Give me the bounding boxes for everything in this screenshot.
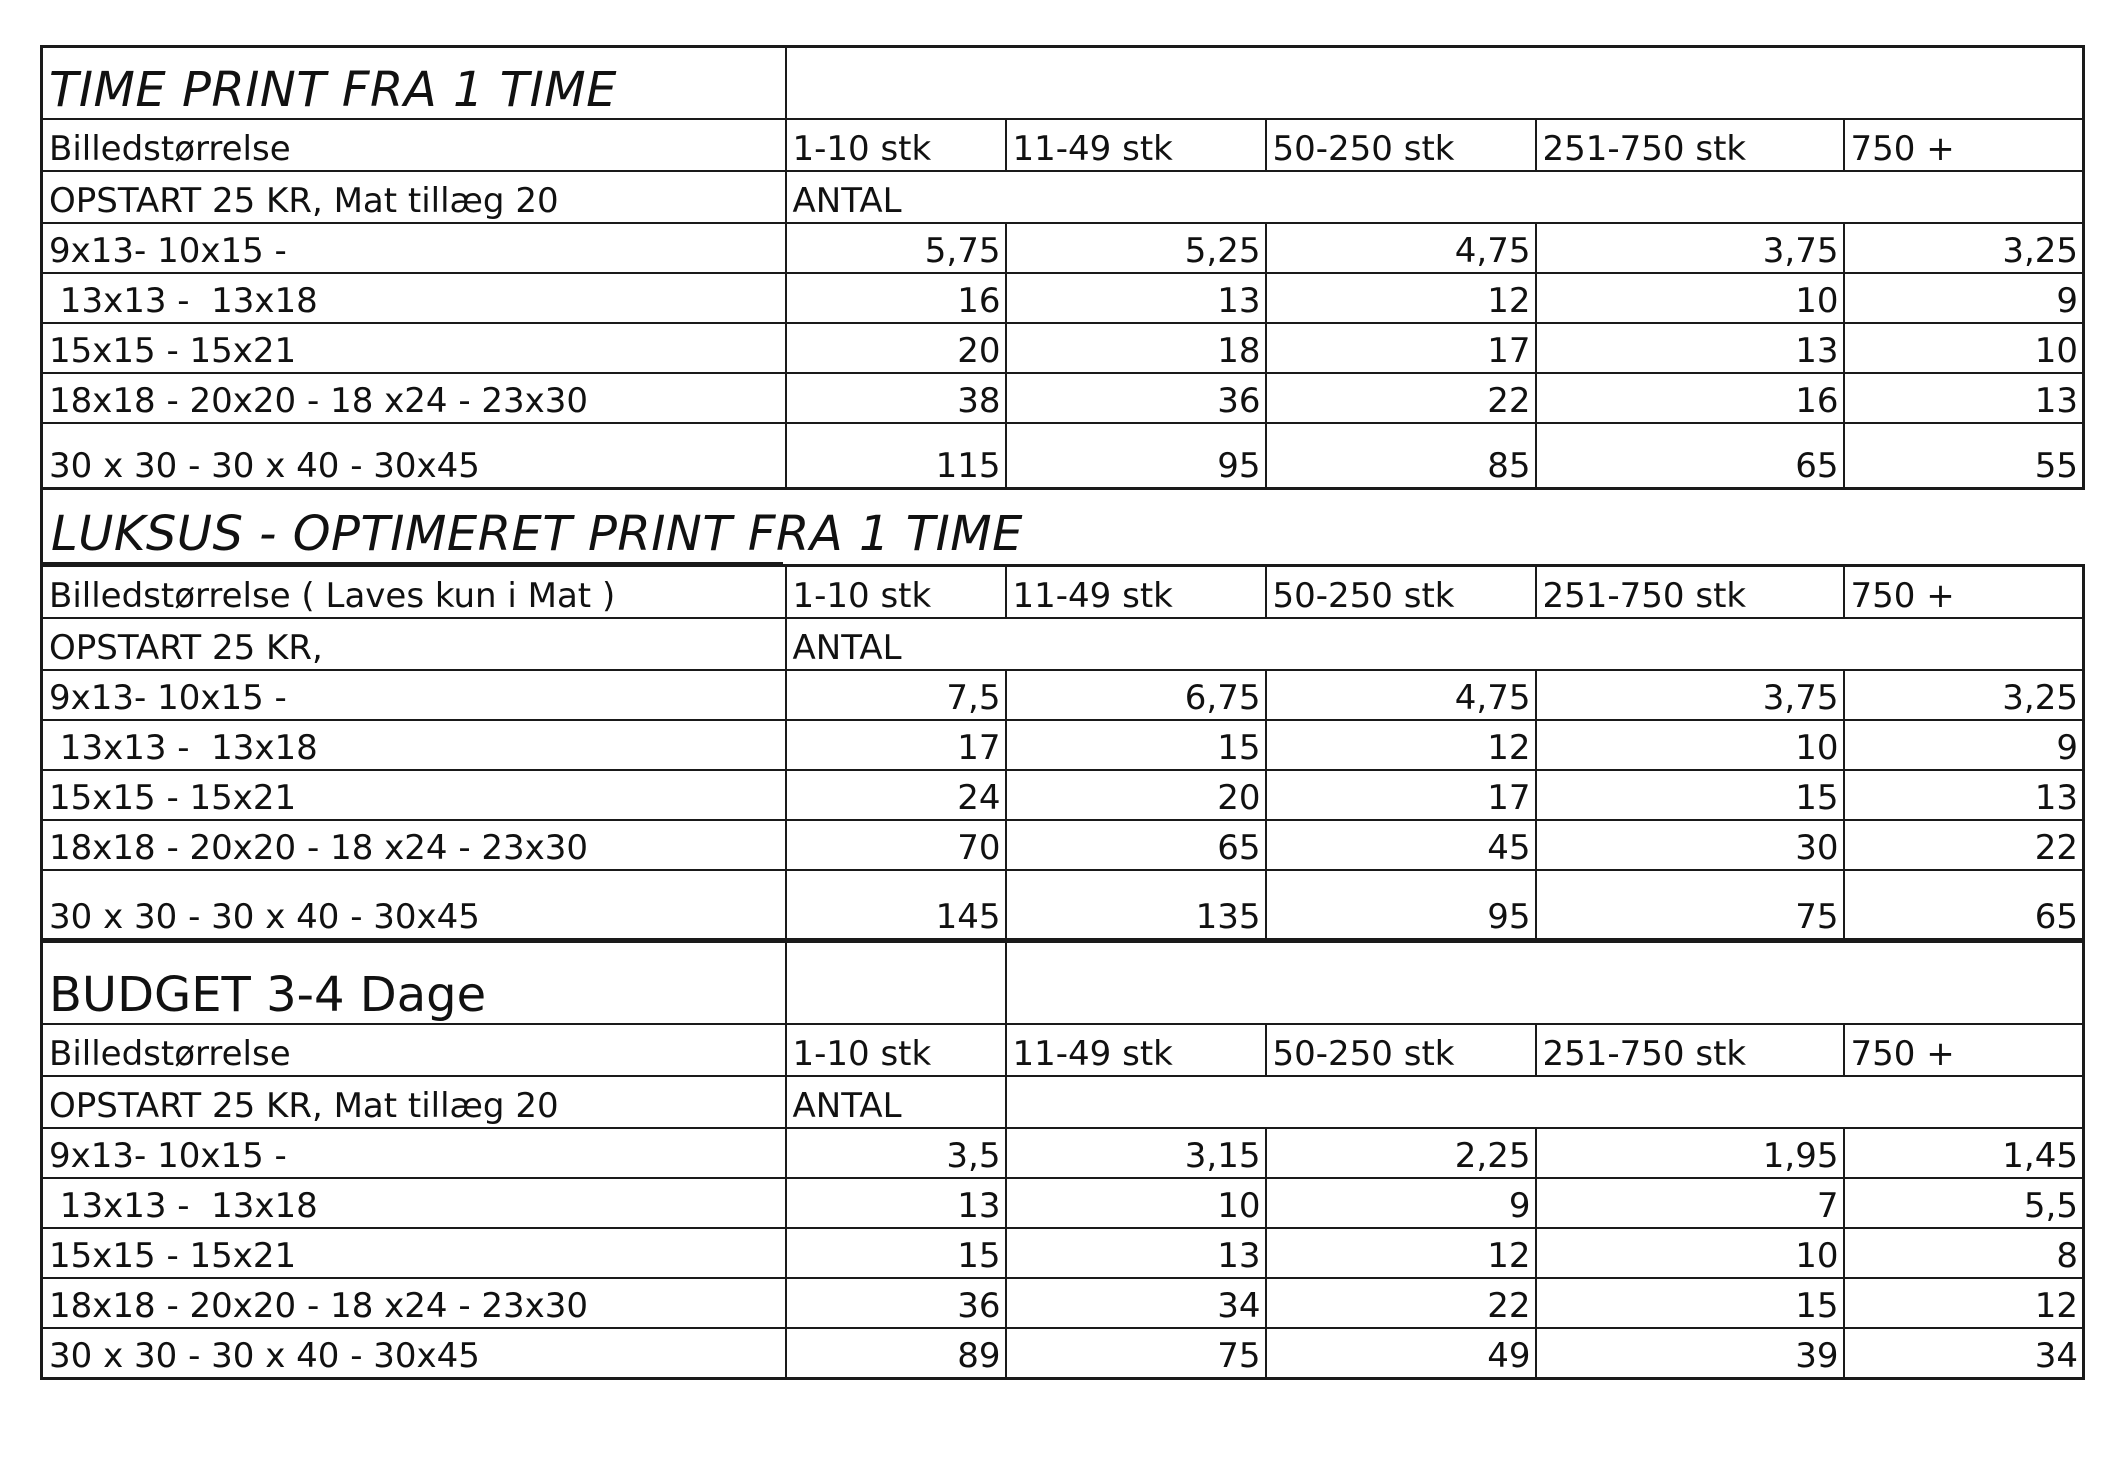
price-cell: 17 (1266, 770, 1536, 820)
size-label: 13x13 - 13x18 (42, 1178, 786, 1228)
price-cell: 24 (786, 770, 1006, 820)
price-cell: 4,75 (1266, 223, 1536, 273)
price-cell: 17 (1266, 323, 1536, 373)
price-cell: 13 (1006, 1228, 1266, 1278)
price-cell: 89 (786, 1328, 1006, 1378)
price-cell: 34 (1844, 1328, 2084, 1378)
size-label: 9x13- 10x15 - (42, 1128, 786, 1178)
price-cell: 13 (1844, 373, 2084, 423)
price-cell: 4,75 (1266, 670, 1536, 720)
price-cell: 2,25 (1266, 1128, 1536, 1178)
price-cell: 15 (786, 1228, 1006, 1278)
title-underline (43, 562, 783, 564)
antal-label: ANTAL (786, 171, 2084, 223)
tier-header: 251-750 stk (1536, 566, 1844, 618)
price-cell: 30 (1536, 820, 1844, 870)
price-cell: 135 (1006, 870, 1266, 940)
price-cell: 22 (1266, 373, 1536, 423)
price-cell: 9 (1844, 273, 2084, 323)
price-cell: 13 (1844, 770, 2084, 820)
tier-header: 1-10 stk (786, 1024, 1006, 1076)
price-cell: 15 (1006, 720, 1266, 770)
price-cell: 45 (1266, 820, 1536, 870)
tier-header: 11-49 stk (1006, 119, 1266, 171)
tier-header: 750 + (1844, 1024, 2084, 1076)
size-label: 18x18 - 20x20 - 18 x24 - 23x30 (42, 373, 786, 423)
antal-label: ANTAL (786, 1076, 1006, 1128)
price-cell: 65 (1536, 423, 1844, 489)
section-title: TIME PRINT FRA 1 TIME (42, 47, 786, 119)
size-label: 18x18 - 20x20 - 18 x24 - 23x30 (42, 1278, 786, 1328)
price-cell: 145 (786, 870, 1006, 940)
tier-header: 750 + (1844, 119, 2084, 171)
price-cell: 10 (1006, 1178, 1266, 1228)
size-label: 30 x 30 - 30 x 40 - 30x45 (42, 1328, 786, 1378)
price-cell: 38 (786, 373, 1006, 423)
price-cell: 22 (1266, 1278, 1536, 1328)
price-cell: 34 (1006, 1278, 1266, 1328)
price-cell: 9 (1266, 1178, 1536, 1228)
size-label: 9x13- 10x15 - (42, 223, 786, 273)
price-cell: 115 (786, 423, 1006, 489)
price-cell: 39 (1536, 1328, 1844, 1378)
price-cell: 5,5 (1844, 1178, 2084, 1228)
price-cell: 75 (1536, 870, 1844, 940)
section-title: LUKSUS - OPTIMERET PRINT FRA 1 TIME (51, 506, 1023, 562)
luksus-table (40, 564, 2085, 941)
price-cell: 12 (1266, 720, 1536, 770)
price-cell: 20 (786, 323, 1006, 373)
size-label: 15x15 - 15x21 (42, 1228, 786, 1278)
price-cell: 3,75 (1536, 670, 1844, 720)
price-cell: 1,45 (1844, 1128, 2084, 1178)
price-cell: 17 (786, 720, 1006, 770)
tier-header: 50-250 stk (1266, 566, 1536, 618)
price-cell: 5,75 (786, 223, 1006, 273)
price-cell: 55 (1844, 423, 2084, 489)
tier-header: 251-750 stk (1536, 119, 1844, 171)
size-label: 18x18 - 20x20 - 18 x24 - 23x30 (42, 820, 786, 870)
price-cell: 16 (1536, 373, 1844, 423)
price-cell: 85 (1266, 423, 1536, 489)
price-cell: 12 (1266, 273, 1536, 323)
size-header: Billedstørrelse ( Laves kun i Mat ) (42, 566, 786, 618)
price-cell: 12 (1844, 1278, 2084, 1328)
price-cell: 18 (1006, 323, 1266, 373)
time-print-table (40, 45, 2085, 490)
price-cell: 70 (786, 820, 1006, 870)
price-cell: 8 (1844, 1228, 2084, 1278)
antal-blank-cell (1006, 1076, 2084, 1128)
tier-header: 50-250 stk (1266, 1024, 1536, 1076)
tier-header: 1-10 stk (786, 119, 1006, 171)
price-cell: 3,75 (1536, 223, 1844, 273)
price-cell: 10 (1844, 323, 2084, 373)
startup-note: OPSTART 25 KR, (42, 618, 786, 670)
price-cell: 13 (1536, 323, 1844, 373)
tier-header: 50-250 stk (1266, 119, 1536, 171)
price-cell: 13 (1006, 273, 1266, 323)
price-sheet (40, 45, 2082, 1380)
price-cell: 15 (1536, 770, 1844, 820)
price-cell: 7 (1536, 1178, 1844, 1228)
price-cell: 36 (786, 1278, 1006, 1328)
price-cell: 10 (1536, 720, 1844, 770)
price-cell: 95 (1266, 870, 1536, 940)
price-cell: 10 (1536, 273, 1844, 323)
price-cell: 10 (1536, 1228, 1844, 1278)
tier-header: 251-750 stk (1536, 1024, 1844, 1076)
price-cell: 6,75 (1006, 670, 1266, 720)
size-header: Billedstørrelse (42, 119, 786, 171)
price-cell: 7,5 (786, 670, 1006, 720)
budget-table (40, 941, 2085, 1380)
price-cell: 20 (1006, 770, 1266, 820)
antal-label: ANTAL (786, 618, 2084, 670)
price-cell: 65 (1844, 870, 2084, 940)
tier-header: 11-49 stk (1006, 566, 1266, 618)
size-label: 30 x 30 - 30 x 40 - 30x45 (42, 870, 786, 940)
size-label: 15x15 - 15x21 (42, 770, 786, 820)
tier-header: 1-10 stk (786, 566, 1006, 618)
price-cell: 15 (1536, 1278, 1844, 1328)
price-cell: 22 (1844, 820, 2084, 870)
price-cell: 75 (1006, 1328, 1266, 1378)
price-cell: 9 (1844, 720, 2084, 770)
price-cell: 5,25 (1006, 223, 1266, 273)
price-cell: 95 (1006, 423, 1266, 489)
tier-header: 11-49 stk (1006, 1024, 1266, 1076)
price-cell: 36 (1006, 373, 1266, 423)
startup-note: OPSTART 25 KR, Mat tillæg 20 (42, 1076, 786, 1128)
size-label: 9x13- 10x15 - (42, 670, 786, 720)
price-cell: 49 (1266, 1328, 1536, 1378)
title-blank-cell (786, 942, 1006, 1024)
price-cell: 16 (786, 273, 1006, 323)
size-header: Billedstørrelse (42, 1024, 786, 1076)
tier-header: 750 + (1844, 566, 2084, 618)
startup-note: OPSTART 25 KR, Mat tillæg 20 (42, 171, 786, 223)
price-cell: 12 (1266, 1228, 1536, 1278)
size-label: 13x13 - 13x18 (42, 273, 786, 323)
price-cell: 3,5 (786, 1128, 1006, 1178)
title-blank-cell (1006, 942, 2084, 1024)
price-cell: 65 (1006, 820, 1266, 870)
luksus-title-row (40, 490, 2082, 564)
title-blank-cell (786, 47, 2084, 119)
size-label: 30 x 30 - 30 x 40 - 30x45 (42, 423, 786, 489)
price-cell: 3,25 (1844, 670, 2084, 720)
section-title: BUDGET 3-4 Dage (42, 942, 786, 1024)
price-cell: 3,25 (1844, 223, 2084, 273)
size-label: 15x15 - 15x21 (42, 323, 786, 373)
size-label: 13x13 - 13x18 (42, 720, 786, 770)
price-cell: 13 (786, 1178, 1006, 1228)
price-cell: 3,15 (1006, 1128, 1266, 1178)
price-cell: 1,95 (1536, 1128, 1844, 1178)
